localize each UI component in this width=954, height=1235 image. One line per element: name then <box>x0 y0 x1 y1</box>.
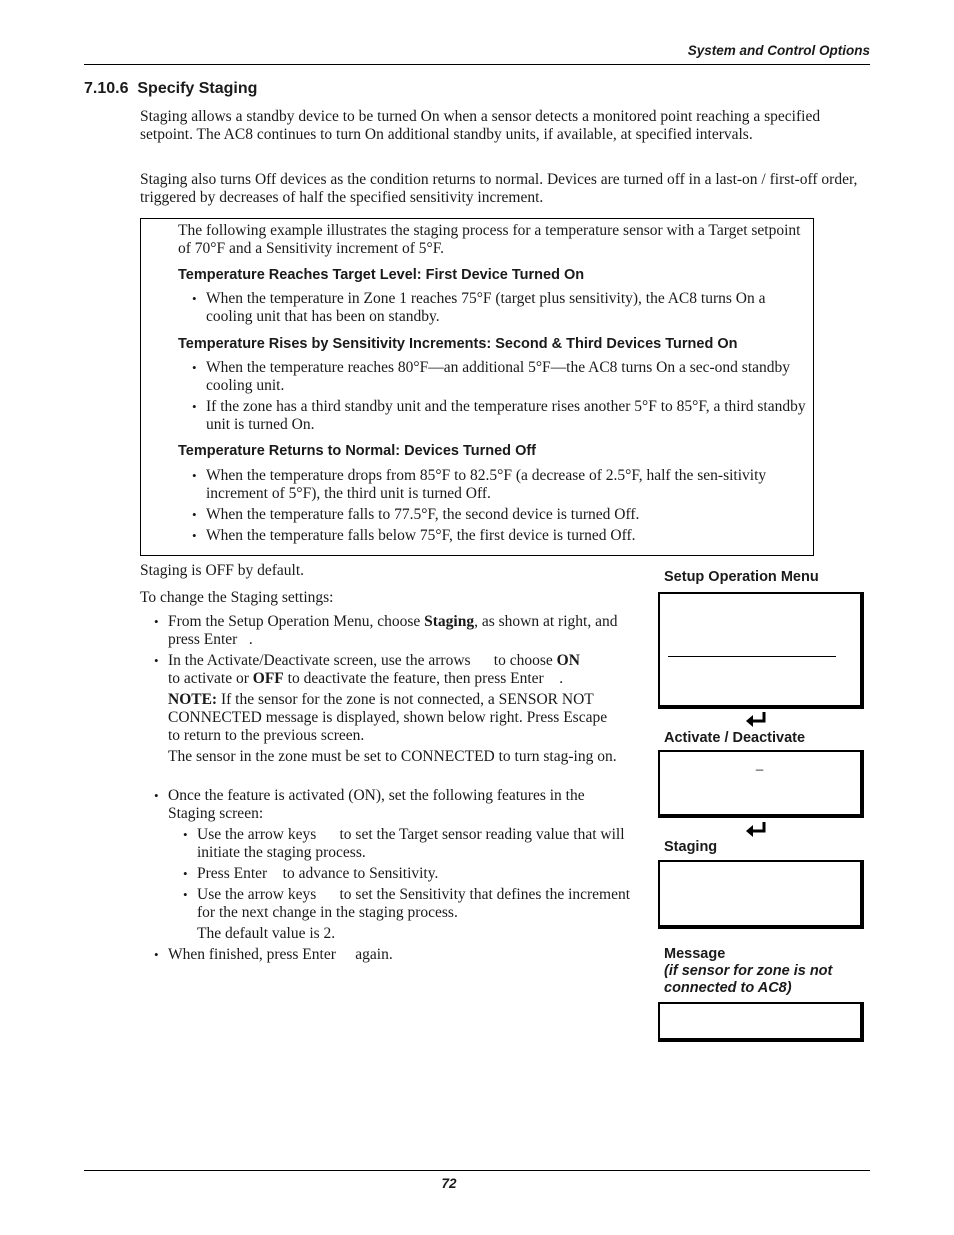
step-2-line-2 <box>168 670 648 688</box>
step-1 <box>168 613 638 649</box>
setup-menu-label: Setup Operation Menu <box>664 569 819 585</box>
example-bullet-2-1: When the temperature reaches 80°F—an additional 5°F—the AC8 turns On a sec-ond standby cooling unit. <box>206 359 791 394</box>
substep-1-text: Use the arrow keys <box>197 826 317 843</box>
substep-2-text: Press Enter <box>197 865 268 882</box>
example-heading-3: Temperature Returns to Normal: Devices Turned Off <box>178 443 537 459</box>
bullet-dot: • <box>154 947 159 962</box>
bullet-dot: • <box>154 614 159 629</box>
activate-label: Activate / Deactivate <box>664 730 806 746</box>
step-1-text: From the Setup Operation Menu, choose <box>168 613 425 630</box>
substep-1 <box>197 826 642 862</box>
bullet-dot: • <box>154 653 159 668</box>
step-2-text-4: to deactivate the feature, then press Enter <box>283 670 544 687</box>
page-number: 72 <box>441 1176 457 1191</box>
change-intro: To change the Staging settings: <box>140 589 334 606</box>
footer-rule <box>84 1170 870 1171</box>
enter-key-icon <box>745 711 767 727</box>
bullet-dot: • <box>183 827 188 842</box>
example-bullet-2-2: If the zone has a third standby unit and the temperature rises another 5°F to 85°F, a third standby unit is turned On. <box>206 398 806 433</box>
intro-paragraph-1: Staging allows a standby device to be turned On when a sensor detects a monitored point reaching a specified setpoint. The AC8 continues to turn On additional standby units, if available, at specified intervals. <box>140 108 821 143</box>
step-2-line-1 <box>168 652 648 670</box>
step-4-text-2: again. <box>355 946 393 963</box>
substep-3 <box>197 886 637 922</box>
substep-1-text-2: to set the Target sensor reading value that will initiate the staging process. <box>197 826 625 861</box>
setup-menu-screen <box>658 592 864 709</box>
default-value: The default value is 2. <box>197 925 336 942</box>
bullet-dot: • <box>183 887 188 902</box>
example-bullet-3-2: When the temperature falls to 77.5°F, the second device is turned Off. <box>206 506 640 523</box>
note-text: If the sensor for the zone is not connected, a SENSOR NOT CONNECTED message is displayed, shown below right. Press Escape to return to the previous screen. <box>168 691 608 744</box>
activate-screen <box>658 750 864 818</box>
header-rule <box>84 64 870 65</box>
step-4 <box>168 946 638 964</box>
message-sub-1: (if sensor for zone is not <box>664 963 833 979</box>
step-2-text-3: to activate or <box>168 670 253 687</box>
message-screen <box>658 1002 864 1042</box>
substep-3-text: Use the arrow keys <box>197 886 317 903</box>
example-bullet-1-1: When the temperature in Zone 1 reaches 75°F (target plus sensitivity), the AC8 turns On a cooling unit that has been on standby. <box>206 290 766 325</box>
note <box>168 691 618 745</box>
step-2-on: ON <box>556 652 580 669</box>
running-header: System and Control Options <box>687 43 870 58</box>
bullet-dot: • <box>154 788 159 803</box>
substep-2-text-2: to advance to Sensitivity. <box>282 865 439 882</box>
bullet-dot: • <box>192 291 197 306</box>
cursor-mark: _ <box>756 756 764 771</box>
step-2-end: . <box>559 670 564 687</box>
substep-3-text-2: to set the Sensitivity that defines the increment for the next change in the staging process. <box>197 886 631 921</box>
menu-highlight-line <box>668 656 836 657</box>
intro-paragraph-2: Staging also turns Off devices as the condition returns to normal. Devices are turned off in a last-on / first-off order, triggered by decreases of half the specified sensitivity increment. <box>140 171 858 206</box>
bullet-dot: • <box>183 866 188 881</box>
step-2-off: OFF <box>252 670 284 687</box>
staging-label: Staging <box>664 839 718 855</box>
message-label-group <box>664 946 832 997</box>
substep-2 <box>197 865 637 883</box>
bullet-dot: • <box>192 507 197 522</box>
section-title: Specify Staging <box>137 80 258 97</box>
message-sub-2: connected to AC8) <box>664 980 792 996</box>
section-heading <box>84 80 257 98</box>
note-extra: The sensor in the zone must be set to CONNECTED to turn stag-ing on. <box>168 748 617 765</box>
step-1-text-2: , as shown at right, and press Enter <box>168 613 618 648</box>
staging-screen <box>658 860 864 929</box>
step-3: Once the feature is activated (ON), set the following features in the Staging screen: <box>168 787 585 822</box>
example-heading-1: Temperature Reaches Target Level: First Device Turned On <box>178 267 585 283</box>
bullet-dot: • <box>192 528 197 543</box>
step-4-text: When finished, press Enter <box>168 946 336 963</box>
step-1-staging: Staging <box>424 613 475 630</box>
bullet-dot: • <box>192 360 197 375</box>
default-note: Staging is OFF by default. <box>140 562 305 579</box>
note-label: NOTE: <box>168 691 218 708</box>
example-heading-2: Temperature Rises by Sensitivity Increments: Second & Third Devices Turned On <box>178 336 738 352</box>
section-number: 7.10.6 <box>84 80 129 97</box>
bullet-dot: • <box>192 399 197 414</box>
step-2-text-2: to choose <box>493 652 557 669</box>
step-2-text: In the Activate/Deactivate screen, use the arrows <box>168 652 471 669</box>
message-label: Message <box>664 946 726 962</box>
enter-key-icon <box>745 821 767 837</box>
example-bullet-3-1: When the temperature drops from 85°F to 82.5°F (a decrease of 2.5°F, half the sen-sitivity increment of 5°F), the third unit is turned Off. <box>206 467 767 502</box>
bullet-dot: • <box>192 468 197 483</box>
step-1-end: . <box>248 631 253 648</box>
example-intro: The following example illustrates the staging process for a temperature sensor with a Target setpoint of 70°F and a Sensitivity increment of 5°F. <box>178 222 801 257</box>
example-bullet-3-3: When the temperature falls below 75°F, the first device is turned Off. <box>206 527 636 544</box>
